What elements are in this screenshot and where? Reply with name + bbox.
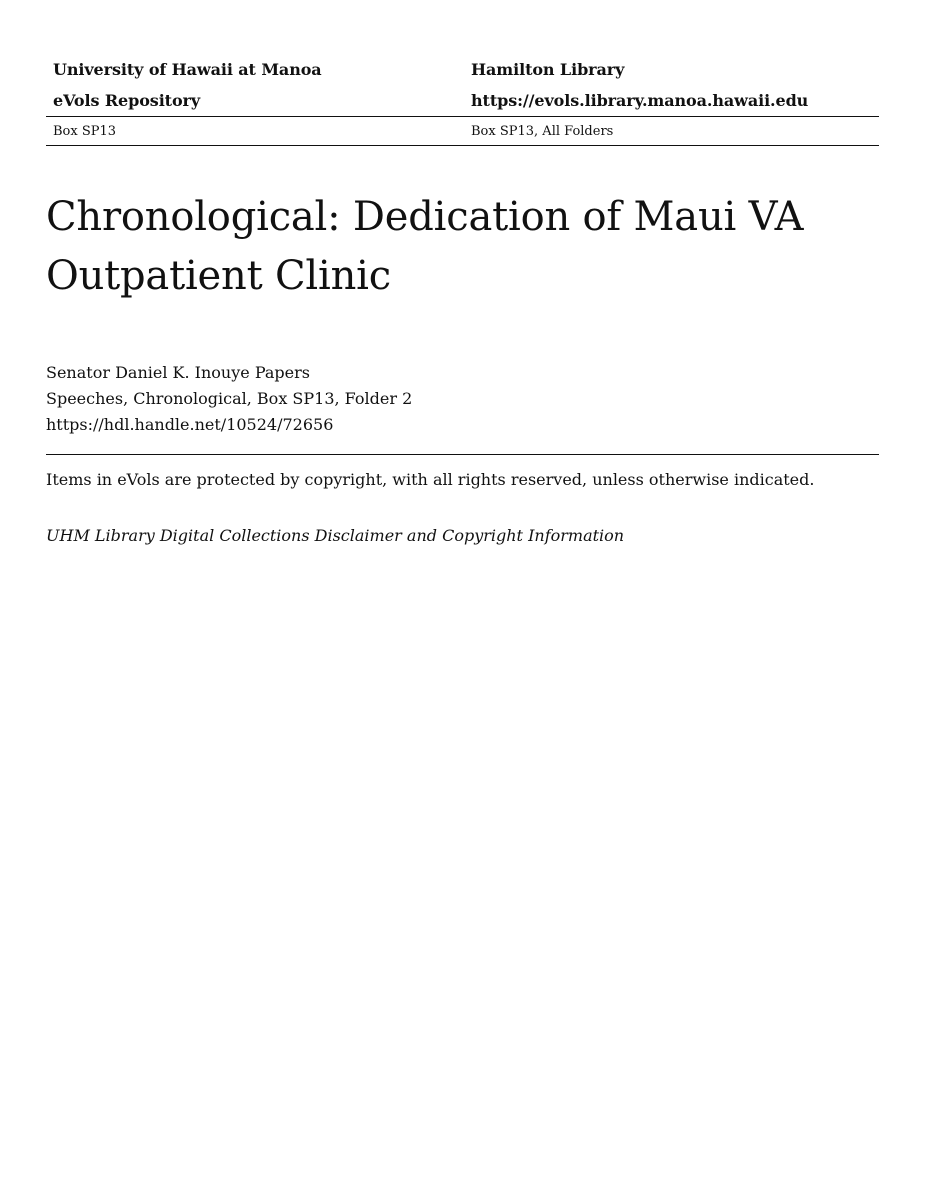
document-title: Chronological: Dedication of Maui VA Outpatient Clinic	[46, 194, 804, 299]
repository-url-link[interactable]: https://evols.library.manoa.hawaii.edu	[471, 91, 809, 110]
section-divider	[46, 454, 879, 455]
header-bottom-divider	[46, 145, 879, 146]
repository-header	[46, 54, 879, 146]
header-row-1	[46, 54, 879, 85]
disclaimer-link[interactable]: UHM Library Digital Collections Disclaimer and Copyright Information	[46, 526, 625, 545]
header-row-2	[46, 85, 879, 116]
library-name: Hamilton Library	[471, 60, 625, 79]
collection-name: Senator Daniel K. Inouye Papers	[46, 363, 310, 382]
box-label-right: Box SP13, All Folders	[471, 123, 614, 139]
repository-name: eVols Repository	[53, 91, 201, 110]
header-box-row	[46, 117, 879, 145]
folder-location: Speeches, Chronological, Box SP13, Folder 2	[46, 389, 413, 408]
copyright-notice: Items in eVols are protected by copyright, with all rights reserved, unless otherwise indicated.	[46, 470, 815, 489]
handle-link[interactable]: https://hdl.handle.net/10524/72656	[46, 415, 334, 434]
document-metadata	[46, 360, 412, 438]
box-label-left: Box SP13	[53, 123, 117, 139]
institution-name: University of Hawaii at Manoa	[53, 60, 322, 79]
